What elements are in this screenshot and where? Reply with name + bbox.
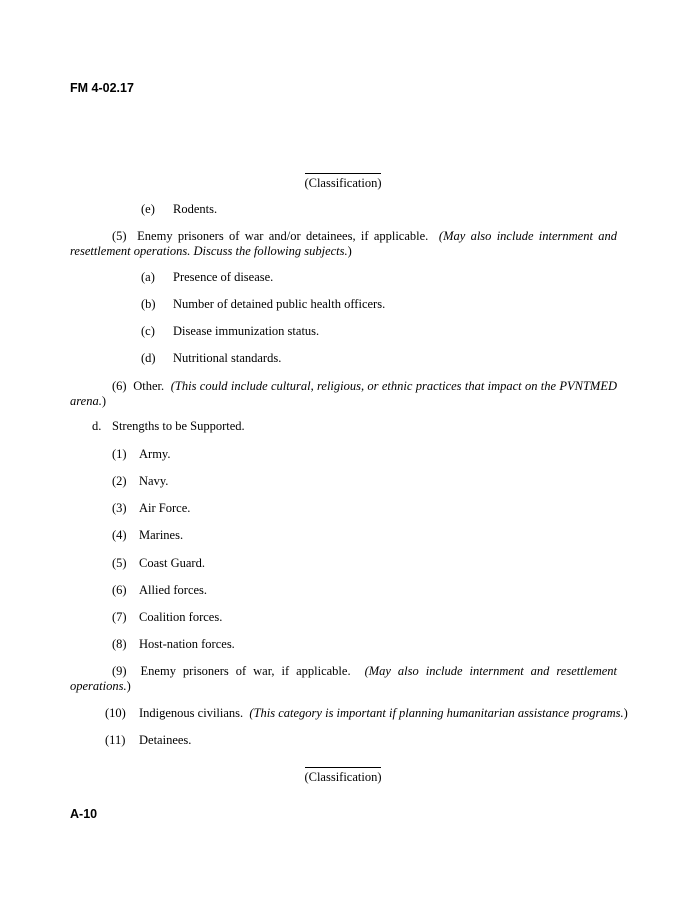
item-text: Host-nation forces.: [139, 637, 235, 651]
item-text: Air Force.: [139, 501, 191, 515]
item-text: Marines.: [139, 528, 184, 542]
classification-top: [303, 173, 383, 191]
item-text: Allied forces.: [139, 583, 208, 597]
section-label: d.: [92, 419, 102, 433]
paragraph-close: ): [101, 394, 106, 408]
item-text: Detainees.: [139, 733, 192, 747]
paragraph-close: ): [126, 679, 131, 693]
item-label: (d): [141, 351, 156, 365]
item-text: Presence of disease.: [173, 270, 274, 284]
paragraph-text: Other.: [133, 379, 165, 393]
item-label: (1): [112, 447, 127, 461]
paragraph-italic-note-cont: resettlement operations. Discuss the following subjects.: [70, 244, 348, 258]
paragraph-number: (9): [112, 664, 127, 678]
paragraph-text: Enemy prisoners of war and/or detainees, if applicable.: [137, 229, 429, 243]
item-label: (a): [141, 270, 155, 284]
item-label: (c): [141, 324, 155, 338]
item-text: Nutritional standards.: [173, 351, 282, 365]
paragraph-italic-note: (May also include internment and: [438, 229, 617, 243]
classification-rule: [305, 173, 381, 174]
item-label: (3): [112, 501, 127, 515]
item-label: (8): [112, 637, 127, 651]
item-text: Indigenous civilians. (This category is important if planning humanitarian assistance programs.): [139, 706, 628, 720]
item-label: (11): [105, 733, 126, 747]
classification-rule: [305, 767, 381, 768]
paragraph-italic-note-cont: arena.: [70, 394, 102, 408]
item-label: (7): [112, 610, 127, 624]
classification-label: (Classification): [304, 176, 382, 190]
item-label: (b): [141, 297, 156, 311]
paragraph-close: ): [347, 244, 352, 258]
item-text: Number of detained public health officers.: [173, 297, 386, 311]
item-text: Coalition forces.: [139, 610, 223, 624]
paragraph-number: (6): [112, 379, 127, 393]
paragraph-italic-note-cont: operations.: [70, 679, 127, 693]
item-text: Disease immunization status.: [173, 324, 320, 338]
paragraph-6: [70, 379, 617, 409]
paragraph-number: (5): [112, 229, 127, 243]
item-label: (10): [105, 706, 126, 720]
classification-bottom: [303, 767, 383, 785]
item-text: Coast Guard.: [139, 556, 205, 570]
paragraph-italic-note: (May also include internment and resettlement: [364, 664, 618, 678]
item-label: (e): [141, 202, 155, 216]
item-label: (5): [112, 556, 127, 570]
item-label: (6): [112, 583, 127, 597]
classification-label: (Classification): [304, 770, 382, 784]
paragraph-italic-note: (This could include cultural, religious, or ethnic practices that impact on the PVNTMED: [170, 379, 618, 393]
item-text: Rodents.: [173, 202, 218, 216]
document-id: FM 4-02.17: [70, 81, 134, 95]
item-label: (2): [112, 474, 127, 488]
item-label: (4): [112, 528, 127, 542]
page-number: A-10: [70, 807, 98, 821]
item-text: Navy.: [139, 474, 169, 488]
paragraph-text: Enemy prisoners of war, if applicable.: [140, 664, 351, 678]
section-title: Strengths to be Supported.: [112, 419, 245, 433]
paragraph-9: [70, 664, 617, 694]
item-text: Army.: [139, 447, 171, 461]
item-italic-note: (This category is important if planning humanitarian assistance programs.: [249, 706, 624, 720]
paragraph-5: [70, 229, 617, 259]
